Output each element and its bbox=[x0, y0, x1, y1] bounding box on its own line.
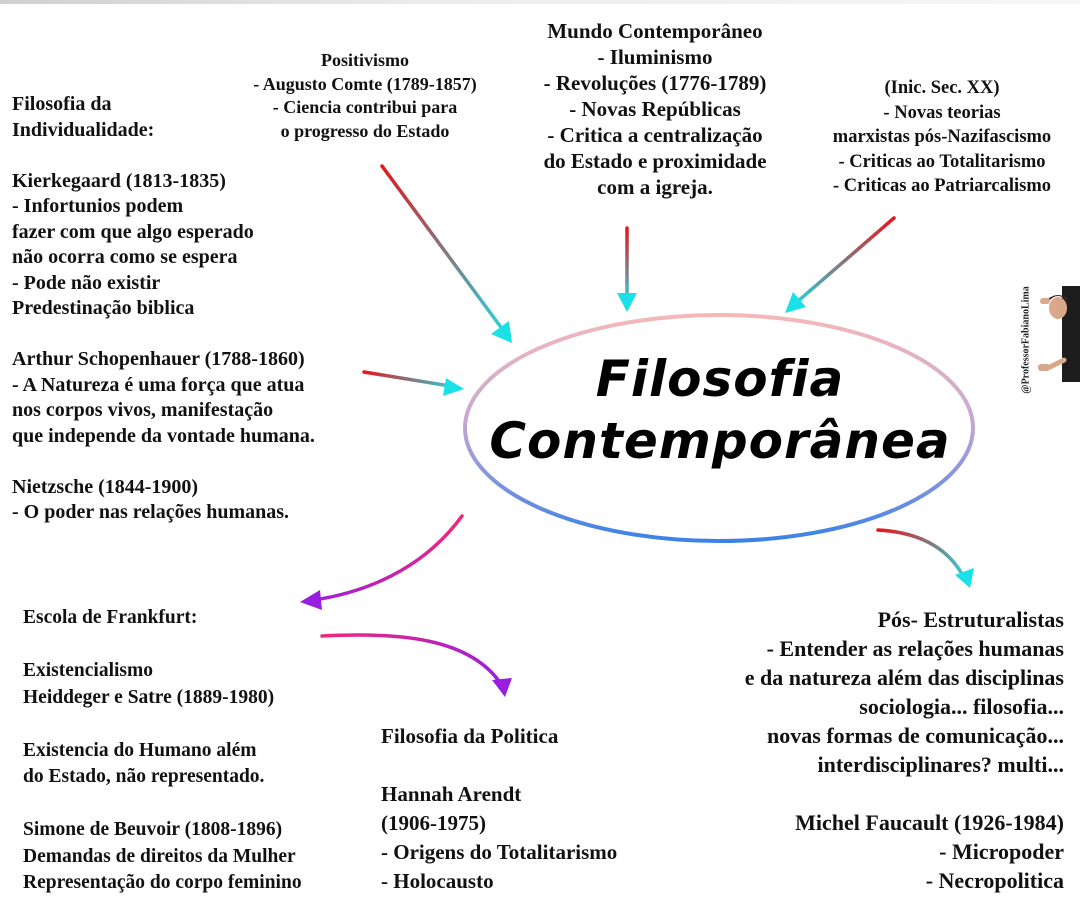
seculo-xx-block: (Inic. Sec. XX) - Novas teorias marxistas pós-Nazifascismo - Criticas ao Totalitarismo - Criticas ao Patriarcalismo bbox=[832, 78, 1052, 196]
arrow-pos-estruturalistas bbox=[878, 530, 974, 588]
pos-estruturalistas-block: Pós- Estruturalistas - Entender as relações humanas e da natureza além das disciplinas sociologia... filosofia... novas formas de comunicação... interdisciplinares? multi... Michel Faucault (1926-1984) - Micropoder - Necropolitica bbox=[744, 607, 1064, 893]
arrow-positivismo bbox=[382, 166, 512, 343]
central-title: Filosofia Contemporânea bbox=[489, 350, 951, 470]
arrow-seculo-xx bbox=[785, 218, 894, 313]
arrow-schopenhauer bbox=[364, 372, 464, 396]
mundo-contemporaneo-block: Mundo Contemporâneo - Iluminismo - Revoluções (1776-1789) - Novas Repúblicas - Critica a centralização do Estado e proximidade com a igreja. bbox=[543, 19, 767, 199]
author-credit bbox=[1020, 270, 1032, 410]
filosofia-politica-block: Filosofia da Politica Hannah Arendt (1906-1975) - Origens do Totalitarismo - Holocausto bbox=[381, 724, 618, 893]
author-credit-text: @ProfessorFabianoLima bbox=[1020, 286, 1032, 394]
frankfurt-block: Escola de Frankfurt: Existencialismo Heiddeger e Satre (1889-1980) Existencia do Humano além do Estado, não representado. Simone de Beuvoir (1808-1896) Demandas de direitos da Mulher Representação do corpo feminino bbox=[23, 607, 302, 893]
individualidade-block: Filosofia da Individualidade: Kierkegaard (1813-1835) - Infortunios podem fazer com que algo esperado não ocorra como se espera - Pode não existir Predestinação biblica Arthur Schopenhauer (1788-1860) - A Natureza é uma força que atua nos corpos vivos, manifestação que independe da vontade humana. Nietzsche (1844-1900) - O poder nas relações humanas. bbox=[12, 93, 315, 523]
arrow-frankfurt bbox=[300, 516, 462, 610]
author-photo bbox=[1036, 268, 1080, 398]
arrow-mundo-contemporaneo bbox=[617, 228, 637, 312]
positivismo-block: Positivismo - Augusto Comte (1789-1857) - Ciencia contribui para o progresso do Estado bbox=[253, 50, 477, 141]
arrow-politica bbox=[322, 635, 512, 697]
